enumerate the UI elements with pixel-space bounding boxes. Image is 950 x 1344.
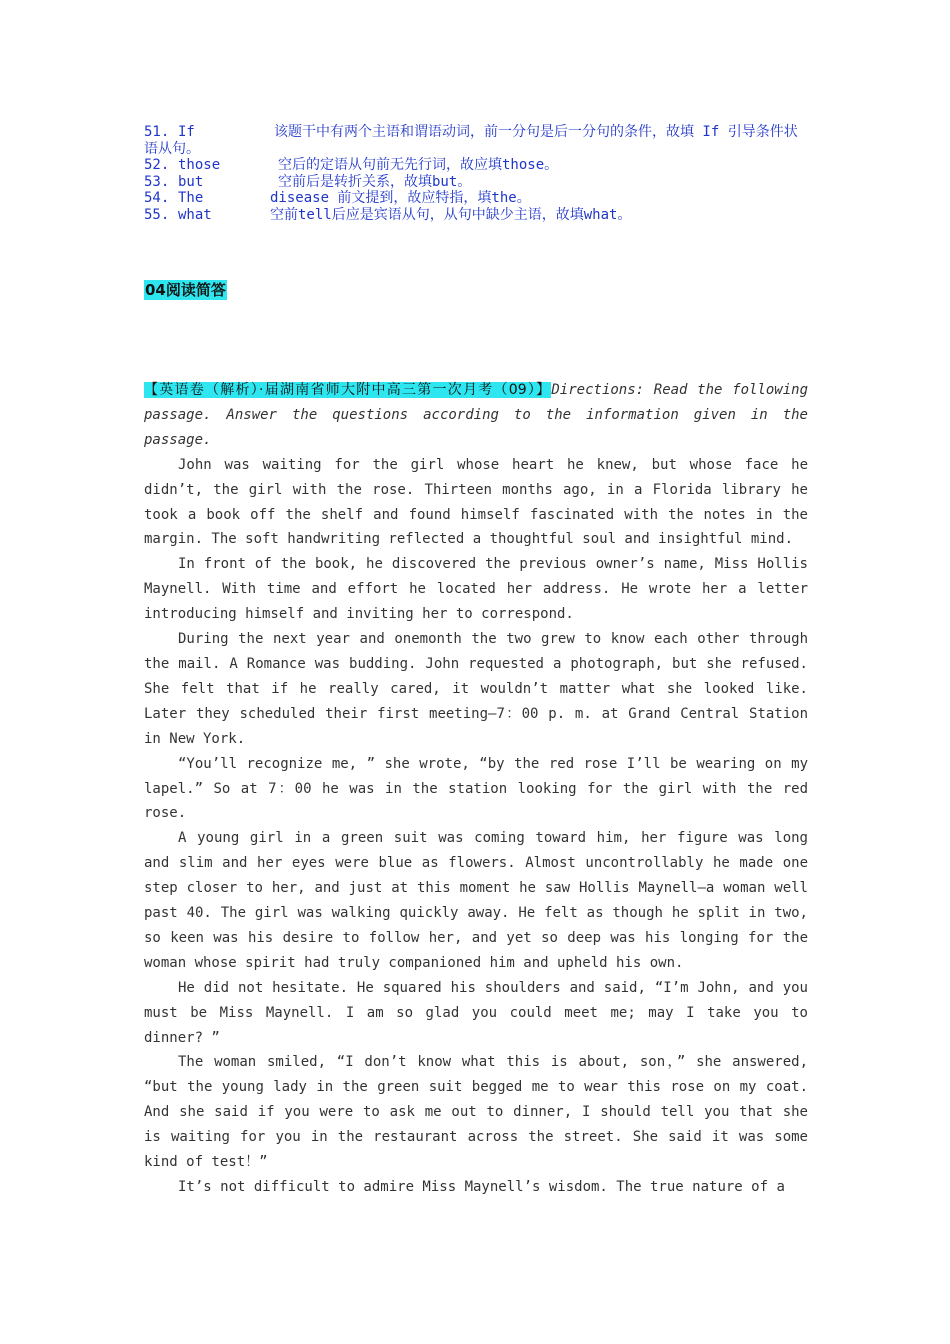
source-label: 【英语卷（解析）·届湖南省师大附中高三第一次月考（09）】 xyxy=(144,382,552,398)
answer-row-55 xyxy=(144,207,808,224)
answer-explanation: disease 前文提到，故应特指，填the。 xyxy=(270,190,531,207)
answer-explanation: 空后的定语从句前无先行词，故应填those。 xyxy=(278,157,559,174)
answer-number: 55. xyxy=(144,206,170,223)
answer-explanation: 空前后是转折关系，故填but。 xyxy=(278,173,472,190)
answer-row-51 xyxy=(144,124,808,157)
answer-number: 53. xyxy=(144,173,170,190)
answer-row-54 xyxy=(144,190,808,207)
answer-number: 52. xyxy=(144,157,170,174)
passage-paragraph-3: During the next year and onemonth the two grew to know each other through the mail. A Romance was budding. John requested a photograph, but she refused. She felt that if he really cared, it wouldn’t matter what she looked like. Later they scheduled their first meeting—7：00 p. m. at Grand Central Station in New York. xyxy=(144,631,808,747)
passage-paragraph-6: He did not hesitate. He squared his shoulders and said, “I’m John, and you must be Miss Maynell. I am so glad you could meet me; may I take you to dinner? ” xyxy=(144,979,808,1046)
passage-paragraph-1: John was waiting for the girl whose heart he knew, but whose face he didn’t, the girl with the rose. Thirteen months ago, in a Florida library he took a book off the shelf and found himself fascinated with the notes in the margin. The soft handwriting reflected a thoughtful soul and insightful mind. xyxy=(144,456,808,548)
passage-paragraph-2: In front of the book, he discovered the previous owner’s name, Miss Hollis Maynell. With time and effort he located her address. He wrote her a letter introducing himself and inviting her to correspond. xyxy=(144,556,808,623)
answer-word: but xyxy=(178,173,204,190)
answer-number: 51. xyxy=(144,124,170,140)
answer-key xyxy=(144,124,808,224)
reading-passage xyxy=(144,378,808,1200)
section-heading: 04阅读简答 xyxy=(145,281,226,299)
passage-intro xyxy=(144,378,808,453)
answer-number: 54. xyxy=(144,190,170,207)
passage-paragraph-4: “You’ll recognize me, ” she wrote, “by the red rose I’ll be wearing on my lapel.” So at 7：00 he was in the station looking for the girl with the red rose. xyxy=(144,755,808,822)
directions-text: Directions: Read the following passage. Answer the questions according to the information given in the passage. xyxy=(144,382,808,448)
answer-explanation: 该题干中有两个主语和谓语动词，前一分句是后一分句的条件，故填 If 引导条件状语从句。 xyxy=(144,124,798,157)
answer-row-52 xyxy=(144,157,808,174)
passage-paragraph-7: The woman smiled, “I don’t know what this is about, son，” she answered, “but the young lady in the green suit begged me to wear this rose on my coat. And she said if you were to ask me out to dinner, I should tell you that she is waiting for you in the restaurant across the street. She said it was some kind of test！” xyxy=(144,1054,808,1171)
answer-row-53 xyxy=(144,174,808,191)
answer-word: If xyxy=(178,124,195,140)
passage-paragraph-8: It’s not difficult to admire Miss Maynell’s wisdom. The true nature of a xyxy=(178,1179,785,1195)
answer-explanation: 空前tell后应是宾语从句，从句中缺少主语，故填what。 xyxy=(270,206,632,223)
answer-word: those xyxy=(178,157,221,174)
answer-word: The xyxy=(178,190,204,207)
passage-paragraph-5: A young girl in a green suit was coming toward him, her figure was long and slim and her eyes were blue as flowers. Almost uncontrollably he made one step closer to her, and just at this moment he saw Hollis Maynell—a woman well past 40. The girl was walking quickly away. He felt as though he split in two, so keen was his desire to follow her, and yet so deep was his longing for the woman whose spirit had truly companioned him and upheld his own. xyxy=(144,830,808,971)
answer-word: what xyxy=(178,206,212,223)
